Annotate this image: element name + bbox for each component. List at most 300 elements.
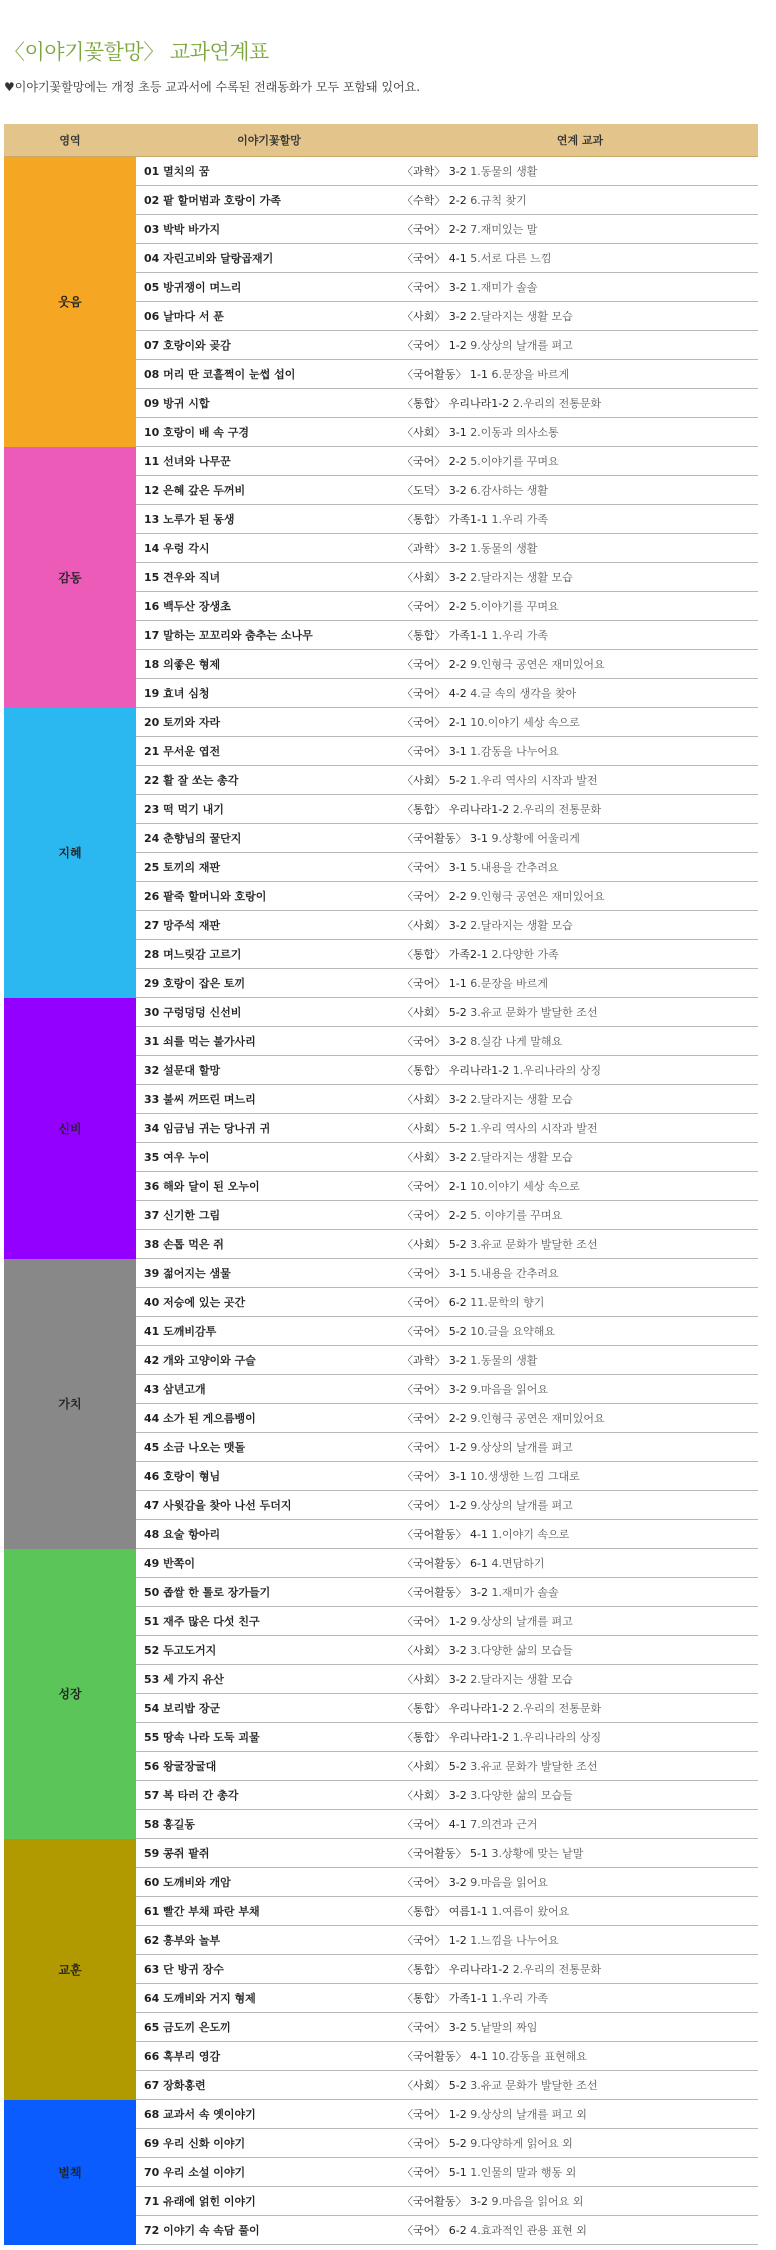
subject-cell (402, 1346, 758, 1375)
subject-cell (402, 795, 758, 824)
subject-code: 〈수학〉 2-2 (402, 194, 467, 207)
subject-cell (402, 882, 758, 911)
subject-cell (402, 447, 758, 476)
subject-code: 〈국어〉 5-2 (402, 1325, 467, 1338)
subject-cell (402, 1955, 758, 1984)
subject-unit: 3.다양한 삶의 모습들 (470, 1644, 573, 1657)
subject-code: 〈사회〉 3-2 (402, 571, 467, 584)
subject-code: 〈국어활동〉 3-1 (402, 832, 488, 845)
subject-code: 〈국어활동〉 1-1 (402, 368, 488, 381)
subject-code: 〈국어〉 1-2 (402, 2108, 467, 2121)
story-title: 38 손톱 먹은 쥐 (136, 1230, 402, 1259)
subject-unit: 3.유교 문화가 발달한 조선 (470, 2079, 598, 2092)
story-title: 18 의좋은 형제 (136, 650, 402, 679)
subject-code: 〈국어활동〉 3-2 (402, 1586, 488, 1599)
header-category: 영역 (4, 124, 136, 157)
subject-cell (402, 1520, 758, 1549)
story-title: 24 춘향님의 꿀단지 (136, 824, 402, 853)
subject-cell (402, 1578, 758, 1607)
subject-cell (402, 650, 758, 679)
story-title: 44 소가 된 게으름뱅이 (136, 1404, 402, 1433)
subject-unit: 2.우리의 전통문화 (512, 803, 602, 816)
story-title: 68 교과서 속 옛이야기 (136, 2100, 402, 2129)
subject-unit: 1.이야기 속으로 (491, 1528, 570, 1541)
subject-unit: 3.유교 문화가 발달한 조선 (470, 1006, 598, 1019)
subject-code: 〈국어〉 1-2 (402, 1499, 467, 1512)
story-title: 64 도깨비와 거지 형제 (136, 1984, 402, 2013)
subject-code: 〈국어〉 2-2 (402, 223, 467, 236)
subject-code: 〈국어〉 2-1 (402, 1180, 467, 1193)
subject-code: 〈과학〉 3-2 (402, 542, 467, 555)
subject-cell (402, 911, 758, 940)
curriculum-table-container (4, 124, 758, 2245)
subject-unit: 1.동물의 생활 (470, 165, 538, 178)
subject-code: 〈국어〉 4-1 (402, 1818, 467, 1831)
subject-unit: 3.유교 문화가 발달한 조선 (470, 1238, 598, 1251)
subject-code: 〈국어〉 5-1 (402, 2166, 467, 2179)
story-title: 13 노루가 된 동생 (136, 505, 402, 534)
story-title: 58 홍길동 (136, 1810, 402, 1839)
header-story: 이야기꽃할망 (136, 124, 402, 157)
subject-code: 〈국어〉 6-2 (402, 2224, 467, 2237)
subject-code: 〈국어〉 3-2 (402, 1035, 467, 1048)
subject-code: 〈국어활동〉 4-1 (402, 1528, 488, 1541)
story-title: 16 백두산 장생초 (136, 592, 402, 621)
subject-code: 〈사회〉 5-2 (402, 1238, 467, 1251)
subject-cell (402, 2216, 758, 2245)
subject-unit: 2.달라지는 생활 모습 (470, 1673, 573, 1686)
subject-unit: 11.문학의 향기 (470, 1296, 545, 1309)
subject-unit: 5.이야기를 꾸며요 (470, 455, 559, 468)
subject-code: 〈국어〉 3-1 (402, 745, 467, 758)
subject-unit: 9.마음을 읽어요 (470, 1383, 548, 1396)
subject-cell (402, 1781, 758, 1810)
subject-code: 〈국어〉 2-1 (402, 716, 467, 729)
subject-code: 〈도덕〉 3-2 (402, 484, 467, 497)
table-body (4, 157, 758, 2245)
subject-code: 〈국어활동〉 3-2 (402, 2195, 488, 2208)
subject-unit: 1.느낌을 나누어요 (470, 1934, 559, 1947)
subject-code: 〈사회〉 3-2 (402, 919, 467, 932)
subject-cell (402, 389, 758, 418)
subject-code: 〈국어〉 1-2 (402, 339, 467, 352)
story-title: 12 은혜 갚은 두꺼비 (136, 476, 402, 505)
story-title: 19 효녀 심청 (136, 679, 402, 708)
subject-unit: 9.인형극 공연은 재미있어요 (470, 1412, 605, 1425)
subject-code: 〈통합〉 가족1-1 (402, 513, 488, 526)
subject-unit: 2.우리의 전통문화 (512, 397, 602, 410)
subject-cell (402, 1375, 758, 1404)
subject-code: 〈국어〉 2-2 (402, 1412, 467, 1425)
story-title: 21 무서운 엽전 (136, 737, 402, 766)
category-cell: 지혜 (4, 708, 136, 998)
story-title: 54 보리밥 장군 (136, 1694, 402, 1723)
subject-code: 〈사회〉 3-2 (402, 1789, 467, 1802)
subject-cell (402, 1694, 758, 1723)
subject-code: 〈국어〉 3-2 (402, 281, 467, 294)
story-title: 10 호랑이 배 속 구경 (136, 418, 402, 447)
subject-code: 〈국어〉 3-1 (402, 861, 467, 874)
subject-code: 〈국어〉 2-2 (402, 658, 467, 671)
subject-unit: 10.이야기 세상 속으로 (470, 716, 580, 729)
subject-cell (402, 418, 758, 447)
story-title: 46 호랑이 형님 (136, 1462, 402, 1491)
subject-cell (402, 1085, 758, 1114)
subject-unit: 9.인형극 공연은 재미있어요 (470, 658, 605, 671)
subject-unit: 1.우리 역사의 시작과 발전 (470, 1122, 598, 1135)
story-title: 39 젊어지는 샘물 (136, 1259, 402, 1288)
subject-unit: 5.낱말의 짜임 (470, 2021, 538, 2034)
category-cell: 웃음 (4, 157, 136, 447)
subject-code: 〈국어〉 4-2 (402, 687, 467, 700)
subject-cell (402, 360, 758, 389)
story-title: 71 유래에 얽힌 이야기 (136, 2187, 402, 2216)
subject-code: 〈국어〉 1-1 (402, 977, 467, 990)
subject-code: 〈사회〉 3-1 (402, 426, 467, 439)
story-title: 03 박박 바가지 (136, 215, 402, 244)
subject-unit: 5.내용을 간추려요 (470, 861, 559, 874)
story-title: 02 팥 할머범과 호랑이 가족 (136, 186, 402, 215)
story-title: 11 선녀와 나무꾼 (136, 447, 402, 476)
category-cell: 감동 (4, 447, 136, 708)
story-title: 62 흥부와 놀부 (136, 1926, 402, 1955)
subject-code: 〈통합〉 가족1-1 (402, 629, 488, 642)
page-title: 〈이야기꽃할망〉 교과연계표 (4, 40, 269, 64)
category-cell: 별책 (4, 2100, 136, 2245)
story-title: 59 콩쥐 팥쥐 (136, 1839, 402, 1868)
subject-unit: 6.문장을 바르게 (491, 368, 570, 381)
subject-unit: 4.면담하기 (491, 1557, 545, 1570)
subject-unit: 5.서로 다른 느낌 (470, 252, 552, 265)
story-title: 15 견우와 직녀 (136, 563, 402, 592)
subject-unit: 2.달라지는 생활 모습 (470, 1093, 573, 1106)
subject-cell (402, 1230, 758, 1259)
table-row (4, 998, 758, 1027)
subject-unit: 9.상황에 어울리게 (491, 832, 580, 845)
subject-code: 〈통합〉 우리나라1-2 (402, 1731, 510, 1744)
subject-cell (402, 215, 758, 244)
subject-code: 〈국어〉 3-2 (402, 1876, 467, 1889)
subject-unit: 6.감사하는 생활 (470, 484, 548, 497)
story-title: 31 쇠를 먹는 불가사리 (136, 1027, 402, 1056)
subject-cell (402, 592, 758, 621)
table-row (4, 1259, 758, 1288)
table-row (4, 447, 758, 476)
subject-code: 〈통합〉 가족1-1 (402, 1992, 488, 2005)
subject-code: 〈국어〉 6-2 (402, 1296, 467, 1309)
table-row (4, 2100, 758, 2129)
story-title: 49 반쪽이 (136, 1549, 402, 1578)
subject-cell (402, 186, 758, 215)
story-title: 14 우렁 각시 (136, 534, 402, 563)
subject-unit: 2.우리의 전통문화 (512, 1963, 602, 1976)
subject-code: 〈사회〉 5-2 (402, 774, 467, 787)
story-title: 26 팥죽 할머니와 호랑이 (136, 882, 402, 911)
subject-unit: 7.의견과 근거 (470, 1818, 538, 1831)
subject-unit: 2.우리의 전통문화 (512, 1702, 602, 1715)
subject-cell (402, 1752, 758, 1781)
subject-cell (402, 534, 758, 563)
subject-unit: 2.달라지는 생활 모습 (470, 919, 573, 932)
subject-cell (402, 1723, 758, 1752)
subject-unit: 1.감동을 나누어요 (470, 745, 559, 758)
story-title: 42 개와 고양이와 구슬 (136, 1346, 402, 1375)
subject-cell (402, 1984, 758, 2013)
table-row (4, 1549, 758, 1578)
subject-unit: 2.달라지는 생활 모습 (470, 571, 573, 584)
subject-cell (402, 621, 758, 650)
subject-unit: 2.다양한 가족 (491, 948, 559, 961)
subject-cell (402, 1868, 758, 1897)
subject-cell (402, 1114, 758, 1143)
subject-cell (402, 1143, 758, 1172)
subject-code: 〈국어〉 4-1 (402, 252, 467, 265)
subject-unit: 1.재미가 솔솔 (470, 281, 538, 294)
subject-unit: 6.규칙 찾기 (470, 194, 527, 207)
subject-unit: 8.실감 나게 말해요 (470, 1035, 563, 1048)
story-title: 56 왕굴장굴대 (136, 1752, 402, 1781)
story-title: 08 머리 딴 코흘쩍이 눈썹 섭이 (136, 360, 402, 389)
subject-unit: 1.우리 역사의 시작과 발전 (470, 774, 598, 787)
subject-unit: 9.마음을 읽어요 (470, 1876, 548, 1889)
subject-unit: 2.이동과 의사소통 (470, 426, 559, 439)
subject-unit: 3.상황에 맞는 낱말 (491, 1847, 584, 1860)
subject-code: 〈과학〉 3-2 (402, 1354, 467, 1367)
subject-unit: 2.달라지는 생활 모습 (470, 1151, 573, 1164)
subject-code: 〈국어활동〉 5-1 (402, 1847, 488, 1860)
subject-cell (402, 1433, 758, 1462)
story-title: 69 우리 신화 이야기 (136, 2129, 402, 2158)
story-title: 55 땅속 나라 도둑 괴물 (136, 1723, 402, 1752)
subject-code: 〈사회〉 3-2 (402, 1151, 467, 1164)
story-title: 53 세 가지 유산 (136, 1665, 402, 1694)
subject-code: 〈국어〉 2-2 (402, 455, 467, 468)
story-title: 50 좁쌀 한 톨로 장가들기 (136, 1578, 402, 1607)
table-header-row (4, 124, 758, 157)
subject-cell (402, 1462, 758, 1491)
story-title: 23 떡 먹기 내기 (136, 795, 402, 824)
story-title: 29 호랑이 잡은 토끼 (136, 969, 402, 998)
story-title: 72 이야기 속 속담 풀이 (136, 2216, 402, 2245)
header-subject: 연계 교과 (402, 124, 758, 157)
table-row (4, 708, 758, 737)
story-title: 06 날마다 서 푼 (136, 302, 402, 331)
subject-cell (402, 824, 758, 853)
subject-unit: 4.글 속의 생각을 찾아 (470, 687, 577, 700)
subject-unit: 3.유교 문화가 발달한 조선 (470, 1760, 598, 1773)
curriculum-table (4, 124, 758, 2245)
subject-cell (402, 1259, 758, 1288)
subject-cell (402, 1288, 758, 1317)
subject-cell (402, 157, 758, 186)
subject-code: 〈국어〉 1-2 (402, 1615, 467, 1628)
subject-code: 〈과학〉 3-2 (402, 165, 467, 178)
subject-code: 〈통합〉 우리나라1-2 (402, 1064, 510, 1077)
subject-cell (402, 1549, 758, 1578)
story-title: 28 며느릿감 고르기 (136, 940, 402, 969)
subject-cell (402, 2187, 758, 2216)
subject-unit: 1.우리나라의 상징 (512, 1731, 602, 1744)
subject-cell (402, 1926, 758, 1955)
subject-cell (402, 737, 758, 766)
subject-unit: 9.다양하게 읽어요 외 (470, 2137, 573, 2150)
subject-unit: 1.재미가 솔솔 (491, 1586, 559, 1599)
category-cell: 가치 (4, 1259, 136, 1549)
story-title: 67 장화홍련 (136, 2071, 402, 2100)
story-title: 37 신기한 그림 (136, 1201, 402, 1230)
story-title: 61 빨간 부채 파란 부채 (136, 1897, 402, 1926)
story-title: 35 여우 누이 (136, 1143, 402, 1172)
story-title: 33 불씨 꺼뜨린 며느리 (136, 1085, 402, 1114)
subject-cell (402, 244, 758, 273)
subject-unit: 9.상상의 날개를 펴고 (470, 1615, 573, 1628)
story-title: 45 소금 나오는 맷돌 (136, 1433, 402, 1462)
subject-unit: 9.상상의 날개를 펴고 외 (470, 2108, 587, 2121)
subject-unit: 5. 이야기를 꾸며요 (470, 1209, 563, 1222)
subject-cell (402, 2071, 758, 2100)
subject-unit: 1.여름이 왔어요 (491, 1905, 570, 1918)
story-title: 32 설문대 할망 (136, 1056, 402, 1085)
story-title: 30 구렁덩덩 신선비 (136, 998, 402, 1027)
subject-cell (402, 679, 758, 708)
subject-unit: 9.상상의 날개를 펴고 (470, 1441, 573, 1454)
subject-cell (402, 1607, 758, 1636)
story-title: 41 도깨비감투 (136, 1317, 402, 1346)
category-cell: 성장 (4, 1549, 136, 1839)
subject-cell (402, 1839, 758, 1868)
story-title: 36 해와 달이 된 오누이 (136, 1172, 402, 1201)
subject-code: 〈사회〉 5-2 (402, 2079, 467, 2092)
subject-cell (402, 1317, 758, 1346)
story-title: 27 망주석 재판 (136, 911, 402, 940)
story-title: 43 삼년고개 (136, 1375, 402, 1404)
subject-code: 〈국어〉 1-2 (402, 1441, 467, 1454)
subject-cell (402, 1491, 758, 1520)
subject-cell (402, 1404, 758, 1433)
subject-code: 〈국어활동〉 6-1 (402, 1557, 488, 1570)
story-title: 07 호랑이와 곶감 (136, 331, 402, 360)
subject-code: 〈사회〉 5-2 (402, 1122, 467, 1135)
subject-cell (402, 998, 758, 1027)
subject-code: 〈통합〉 여름1-1 (402, 1905, 488, 1918)
subject-unit: 3.다양한 삶의 모습들 (470, 1789, 573, 1802)
subject-code: 〈통합〉 우리나라1-2 (402, 397, 510, 410)
subject-unit: 1.우리 가족 (491, 1992, 548, 2005)
subject-code: 〈사회〉 3-2 (402, 1093, 467, 1106)
story-title: 40 저승에 있는 곳간 (136, 1288, 402, 1317)
subject-cell (402, 1027, 758, 1056)
subject-cell (402, 2158, 758, 2187)
subject-code: 〈사회〉 3-2 (402, 310, 467, 323)
subject-code: 〈사회〉 5-2 (402, 1760, 467, 1773)
table-row (4, 1839, 758, 1868)
subject-cell (402, 1636, 758, 1665)
subject-unit: 5.내용을 간추려요 (470, 1267, 559, 1280)
subject-cell (402, 505, 758, 534)
story-title: 65 금도끼 은도끼 (136, 2013, 402, 2042)
subject-cell (402, 2013, 758, 2042)
subject-cell (402, 708, 758, 737)
story-title: 17 말하는 꼬꼬리와 춤추는 소나무 (136, 621, 402, 650)
subject-unit: 9.마음을 읽어요 외 (491, 2195, 584, 2208)
subject-unit: 10.글을 요약해요 (470, 1325, 555, 1338)
subject-unit: 1.인물의 말과 행동 외 (470, 2166, 577, 2179)
subject-unit: 10.생생한 느낌 그대로 (470, 1470, 580, 1483)
subject-cell (402, 766, 758, 795)
subject-code: 〈국어〉 3-1 (402, 1470, 467, 1483)
story-title: 70 우리 소설 이야기 (136, 2158, 402, 2187)
subject-cell (402, 2129, 758, 2158)
subject-code: 〈사회〉 3-2 (402, 1673, 467, 1686)
story-title: 25 토끼의 재판 (136, 853, 402, 882)
subject-cell (402, 2042, 758, 2071)
category-cell: 교훈 (4, 1839, 136, 2100)
table-row (4, 157, 758, 186)
story-title: 66 혹부리 영감 (136, 2042, 402, 2071)
page-subtitle: ♥이야기꽃할망에는 개정 초등 교과서에 수록된 전래동화가 모두 포함돼 있어요. (4, 80, 421, 94)
category-cell: 신비 (4, 998, 136, 1259)
subject-cell (402, 1201, 758, 1230)
subject-unit: 1.우리 가족 (491, 513, 548, 526)
subject-code: 〈국어활동〉 4-1 (402, 2050, 488, 2063)
subject-code: 〈사회〉 5-2 (402, 1006, 467, 1019)
story-title: 09 방귀 시합 (136, 389, 402, 418)
subject-unit: 5.이야기를 꾸며요 (470, 600, 559, 613)
story-title: 52 두고도거지 (136, 1636, 402, 1665)
subject-unit: 10.감동을 표현해요 (491, 2050, 587, 2063)
subject-code: 〈국어〉 2-2 (402, 890, 467, 903)
subject-cell (402, 2100, 758, 2129)
story-title: 57 복 타러 간 총각 (136, 1781, 402, 1810)
subject-unit: 10.이야기 세상 속으로 (470, 1180, 580, 1193)
subject-code: 〈국어〉 5-2 (402, 2137, 467, 2150)
subject-unit: 1.동물의 생활 (470, 542, 538, 555)
subject-cell (402, 853, 758, 882)
subject-cell (402, 563, 758, 592)
subject-unit: 9.인형극 공연은 재미있어요 (470, 890, 605, 903)
subject-cell (402, 1665, 758, 1694)
subject-cell (402, 1056, 758, 1085)
subject-code: 〈국어〉 2-2 (402, 600, 467, 613)
subject-unit: 1.우리나라의 상징 (512, 1064, 602, 1077)
subject-code: 〈국어〉 3-1 (402, 1267, 467, 1280)
subject-code: 〈통합〉 우리나라1-2 (402, 1702, 510, 1715)
story-title: 34 임금님 귀는 당나귀 귀 (136, 1114, 402, 1143)
subject-cell (402, 476, 758, 505)
story-title: 48 요술 항아리 (136, 1520, 402, 1549)
subject-code: 〈국어〉 3-2 (402, 2021, 467, 2034)
subject-code: 〈통합〉 가족2-1 (402, 948, 488, 961)
story-title: 22 활 잘 쏘는 총각 (136, 766, 402, 795)
subject-unit: 4.효과적인 관용 표현 외 (470, 2224, 587, 2237)
story-title: 51 재주 많은 다섯 친구 (136, 1607, 402, 1636)
story-title: 60 도깨비와 개암 (136, 1868, 402, 1897)
subject-cell (402, 1897, 758, 1926)
subject-unit: 9.상상의 날개를 펴고 (470, 1499, 573, 1512)
story-title: 04 자린고비와 달랑곱재기 (136, 244, 402, 273)
story-title: 47 사윗감을 찾아 나선 두더지 (136, 1491, 402, 1520)
subject-cell (402, 331, 758, 360)
subject-code: 〈국어〉 1-2 (402, 1934, 467, 1947)
subject-unit: 9.상상의 날개를 펴고 (470, 339, 573, 352)
subject-cell (402, 1810, 758, 1839)
story-title: 20 토끼와 자라 (136, 708, 402, 737)
subject-code: 〈통합〉 우리나라1-2 (402, 1963, 510, 1976)
story-title: 01 멸치의 꿈 (136, 157, 402, 186)
story-title: 63 단 방귀 장수 (136, 1955, 402, 1984)
subject-cell (402, 302, 758, 331)
subject-unit: 2.달라지는 생활 모습 (470, 310, 573, 323)
